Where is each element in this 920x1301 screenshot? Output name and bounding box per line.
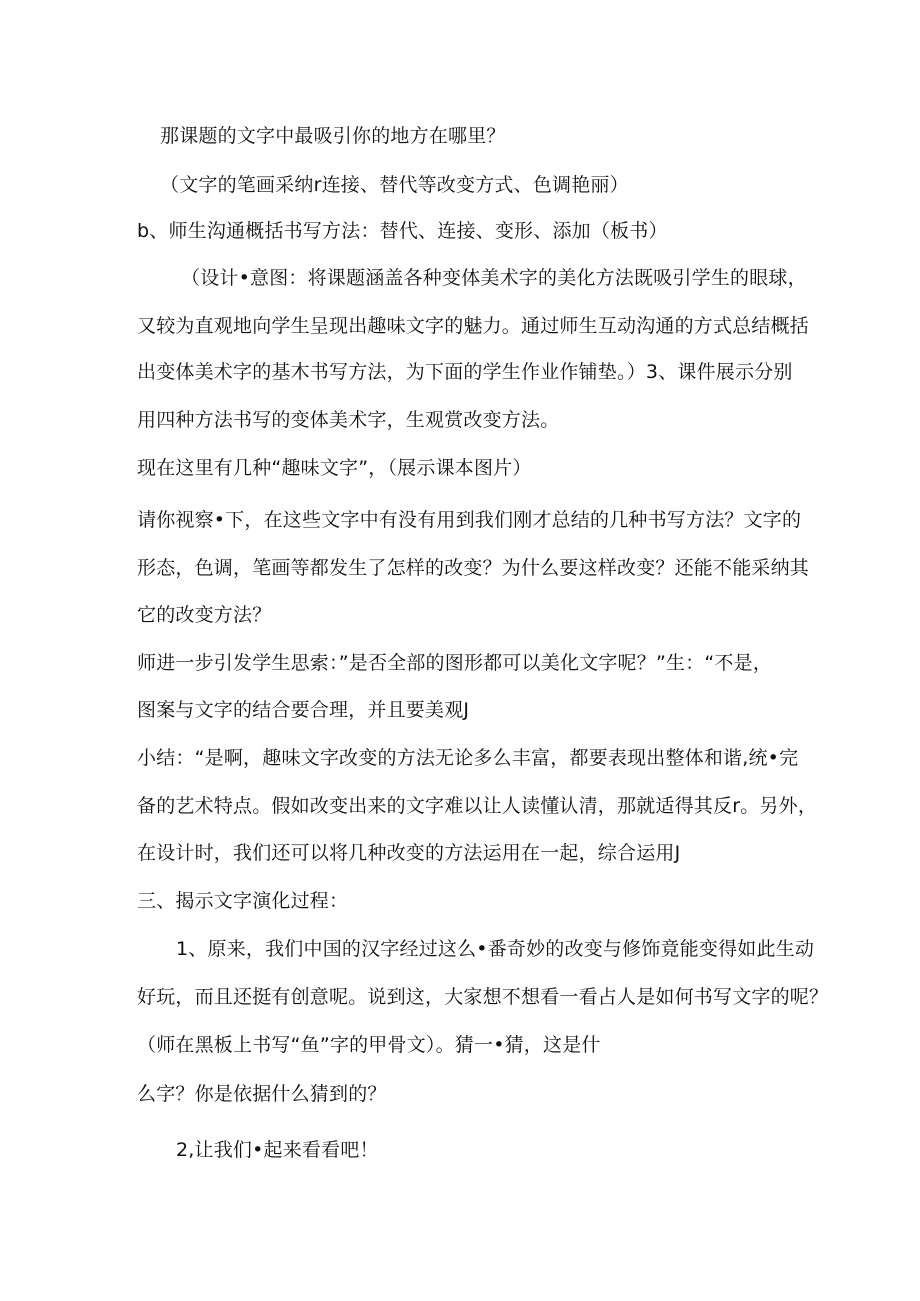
text-line: 它的改变方法？ xyxy=(137,604,272,626)
text-line: 2,让我们•起来看看吧！ xyxy=(176,1139,379,1161)
text-line: （师在黑板上书写“鱼”字的甲骨文）。猜一•猜，这是什 xyxy=(137,1034,601,1056)
text-line: 师进一步引发学生思索：”是否全部的图形都可以美化文字呢？”生：“不是， xyxy=(137,652,773,674)
text-line: 图案与文字的结合要合理，并且要美观J xyxy=(137,699,470,721)
text-line: 出变体美术字的基木书写方法，为下面的学生作业作铺垫。）3、课件展示分别 xyxy=(137,361,793,383)
text-line: 1、原来，我们中国的汉字经过这么•番奇妙的改变与修饰竟能变得如此生动 xyxy=(176,938,815,960)
text-line: （文字的笔画采纳r连接、替代等改变方式、色调艳丽） xyxy=(160,174,629,196)
text-line: 在设计时，我们还可以将几种改变的方法运用在一起，综合运用J xyxy=(137,842,681,864)
text-line: 好玩，而且还挺有创意呢。说到这，大家想不想看一看占人是如何书写文字的呢？ xyxy=(137,986,829,1008)
text-line: 小结：“是啊，趣味文字改变的方法无论多么丰富，都要表现出整体和谐,统•完 xyxy=(137,747,799,769)
text-line: 形态，色调，笔画等都发生了怎样的改变？为什么要这样改变？还能不能采纳其 xyxy=(137,557,810,579)
text-line: 又较为直观地向学生呈现出趣味文字的魅力。通过师生互动沟通的方式总结概括 xyxy=(137,315,810,337)
text-line: 现在这里有几种“趣味文字”，（展示课本图片） xyxy=(137,457,532,479)
text-line: b、师生沟通概括书写方法：替代、连接、变形、添加（板书） xyxy=(137,220,668,242)
text-line: 么字？你是依据什么猜到的？ xyxy=(137,1083,387,1105)
text-line: 备的艺术特点。假如改变出来的文字难以让人读懂认清，那就适得其反r。另外， xyxy=(137,795,818,817)
text-line: 用四种方法书写的变体美术字，生观赏改变方法。 xyxy=(137,409,560,431)
text-line: 那课题的文字中最吸引你的地方在哪里？ xyxy=(160,125,506,147)
text-line: （设计•意图：将课题涵盖各种变体美术字的美化方法既吸引学生的眼球， xyxy=(181,267,807,289)
section-heading: 三、揭示文字演化过程： xyxy=(137,890,349,912)
text-line: 请你视察•下，在这些文字中有没有用到我们刚才总结的几种书写方法？文字的 xyxy=(137,509,802,531)
